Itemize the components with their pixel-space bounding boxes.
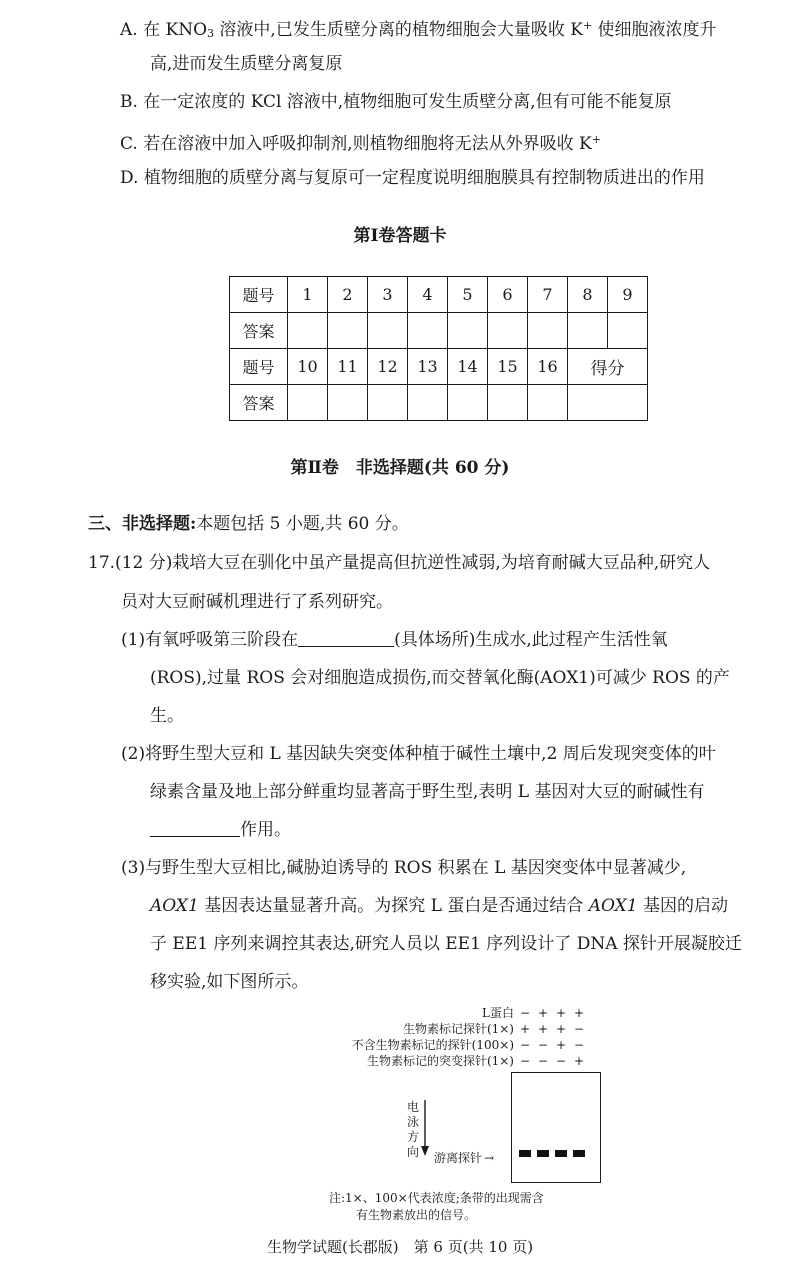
- page-footer: 生物学试题(长郡版) 第 6 页(共 10 页): [266, 1238, 534, 1256]
- option-d: D. 植物细胞的质壁分离与复原可一定程度说明细胞膜具有控制物质进出的作用: [120, 168, 705, 188]
- direction-arrow-icon: [420, 1100, 430, 1158]
- gel-sign: +: [537, 1006, 549, 1020]
- question-number: 4: [408, 277, 448, 313]
- answer-cell[interactable]: [408, 385, 448, 421]
- question-number-label: 题号: [230, 349, 288, 385]
- answer-card-title: 第Ⅰ卷答题卡: [353, 226, 447, 246]
- gel-condition-label: 生物素标记探针(1×): [402, 1022, 514, 1036]
- q17-part1-line1: (1)有氧呼吸第三阶段在 (具体场所)生成水,此过程产生活性氧: [121, 630, 668, 650]
- gel-sign: +: [573, 1054, 585, 1068]
- question-number: 7: [528, 277, 568, 313]
- figure-note-line2: 有生物素放出的信号。: [356, 1208, 477, 1222]
- figure-note-line1: 注:1×、100×代表浓度;条带的出现需含: [329, 1191, 544, 1205]
- gel-band: [555, 1150, 567, 1157]
- gel-condition-label: 不含生物素标记的探针(100×): [351, 1038, 514, 1052]
- question-number: 11: [328, 349, 368, 385]
- question-number: 13: [408, 349, 448, 385]
- electrophoresis-direction-label: 电 泳 方 向: [406, 1100, 419, 1159]
- gel-sign: −: [573, 1022, 585, 1036]
- gel-condition-table: [300, 1005, 610, 1069]
- gel-band: [573, 1150, 585, 1157]
- gel-sign: −: [537, 1038, 549, 1052]
- answer-cell[interactable]: [608, 313, 648, 349]
- gel-condition-row: [300, 1005, 610, 1021]
- q17-part2-line2: 绿素含量及地上部分鲜重均显著高于野生型,表明 L 基因对大豆的耐碱性有: [150, 782, 705, 802]
- answer-label: 答案: [230, 313, 288, 349]
- question-number: 8: [568, 277, 608, 313]
- q17-part1-line3: 生。: [150, 706, 184, 726]
- table-row: [230, 385, 648, 421]
- answer-cell[interactable]: [328, 313, 368, 349]
- question-number: 16: [528, 349, 568, 385]
- answer-card-table: [229, 276, 648, 421]
- question-number: 5: [448, 277, 488, 313]
- gel-sign: −: [519, 1054, 531, 1068]
- answer-cell[interactable]: [488, 313, 528, 349]
- q17-part3-line3: 子 EE1 序列来调控其表达,研究人员以 EE1 序列设计了 DNA 探针开展凝胶迁: [150, 934, 742, 954]
- gel-sign: +: [519, 1022, 531, 1036]
- option-a-line1: A. 在 $KNO_3$ 溶液中,已发生质壁分离的植物细胞会大量吸收 K+ 使细胞液浓度升: [120, 19, 717, 40]
- answer-cell[interactable]: [528, 385, 568, 421]
- q17-part2-line3: 作用。: [150, 818, 291, 842]
- question-number: 14: [448, 349, 488, 385]
- q17-part3-line4: 移实验,如下图所示。: [150, 972, 309, 992]
- option-b: B. 在一定浓度的 KCl 溶液中,植物细胞可发生质壁分离,但有可能不能复原: [120, 92, 672, 112]
- answer-cell[interactable]: [288, 385, 328, 421]
- gel-sign: +: [555, 1022, 567, 1036]
- gel-sign: −: [519, 1038, 531, 1052]
- gel-band: [519, 1150, 531, 1157]
- answer-label: 答案: [230, 385, 288, 421]
- gel-condition-label: L蛋白: [482, 1006, 514, 1020]
- score-cell[interactable]: [568, 385, 648, 421]
- question-number: 9: [608, 277, 648, 313]
- answer-cell[interactable]: [568, 313, 608, 349]
- answer-blank[interactable]: [150, 818, 240, 837]
- gel-sign: −: [537, 1054, 549, 1068]
- gel-condition-row: [300, 1037, 610, 1053]
- answer-cell[interactable]: [488, 385, 528, 421]
- question-number: 1: [288, 277, 328, 313]
- question-number: 6: [488, 277, 528, 313]
- q17-part2-line1: (2)将野生型大豆和 L 基因缺失突变体种植于碱性土壤中,2 周后发现突变体的叶: [121, 744, 716, 764]
- q17-part3-line1: (3)与野生型大豆相比,碱胁迫诱导的 ROS 积累在 L 基因突变体中显著减少,: [121, 858, 687, 878]
- gel-sign: +: [555, 1006, 567, 1020]
- section-heading: 三、非选择题:本题包括 5 小题,共 60 分。: [88, 514, 409, 534]
- answer-cell[interactable]: [528, 313, 568, 349]
- pointer-arrow-icon: →: [484, 1151, 495, 1165]
- gel-band: [537, 1150, 549, 1157]
- gel-image-frame: [511, 1072, 601, 1183]
- gel-condition-label: 生物素标记的突变探针(1×): [366, 1054, 514, 1068]
- gel-sign: +: [555, 1038, 567, 1052]
- q17-part3-line2: AOX1 基因表达量显著升高。为探究 L 蛋白是否通过结合 AOX1 基因的启动: [150, 896, 728, 916]
- answer-cell[interactable]: [448, 313, 488, 349]
- table-row: [230, 349, 648, 385]
- gel-sign: +: [537, 1022, 549, 1036]
- question-number: 15: [488, 349, 528, 385]
- question-number: 12: [368, 349, 408, 385]
- gel-sign: −: [573, 1038, 585, 1052]
- q17-part1-line2: (ROS),过量 ROS 会对细胞造成损伤,而交替氧化酶(AOX1)可减少 ROS 的产: [150, 668, 730, 688]
- question-number-label: 题号: [230, 277, 288, 313]
- answer-cell[interactable]: [448, 385, 488, 421]
- answer-cell[interactable]: [408, 313, 448, 349]
- answer-cell[interactable]: [368, 385, 408, 421]
- answer-cell[interactable]: [328, 385, 368, 421]
- gel-condition-row: [300, 1053, 610, 1069]
- answer-cell[interactable]: [368, 313, 408, 349]
- gel-sign: −: [519, 1006, 531, 1020]
- score-label: 得分: [568, 349, 648, 385]
- gel-sign: +: [573, 1006, 585, 1020]
- answer-cell[interactable]: [288, 313, 328, 349]
- option-c: C. 若在溶液中加入呼吸抑制剂,则植物细胞将无法从外界吸收 K+: [120, 133, 601, 154]
- gel-sign: −: [555, 1054, 567, 1068]
- question-number: 10: [288, 349, 328, 385]
- question-number: 2: [328, 277, 368, 313]
- question-number: 3: [368, 277, 408, 313]
- part2-title: 第Ⅱ卷 非选择题(共 60 分): [290, 458, 510, 478]
- q17-intro-line2: 员对大豆耐碱机理进行了系列研究。: [121, 592, 393, 612]
- option-a-line2: 高,进而发生质壁分离复原: [150, 54, 343, 74]
- q17-intro-line1: 17.(12 分)栽培大豆在驯化中虽产量提高但抗逆性减弱,为培育耐碱大豆品种,研究人: [88, 553, 711, 573]
- table-row: [230, 277, 648, 313]
- answer-blank[interactable]: [298, 628, 394, 647]
- gel-condition-row: [300, 1021, 610, 1037]
- free-probe-label: 游离探针 →: [434, 1151, 495, 1165]
- table-row: [230, 313, 648, 349]
